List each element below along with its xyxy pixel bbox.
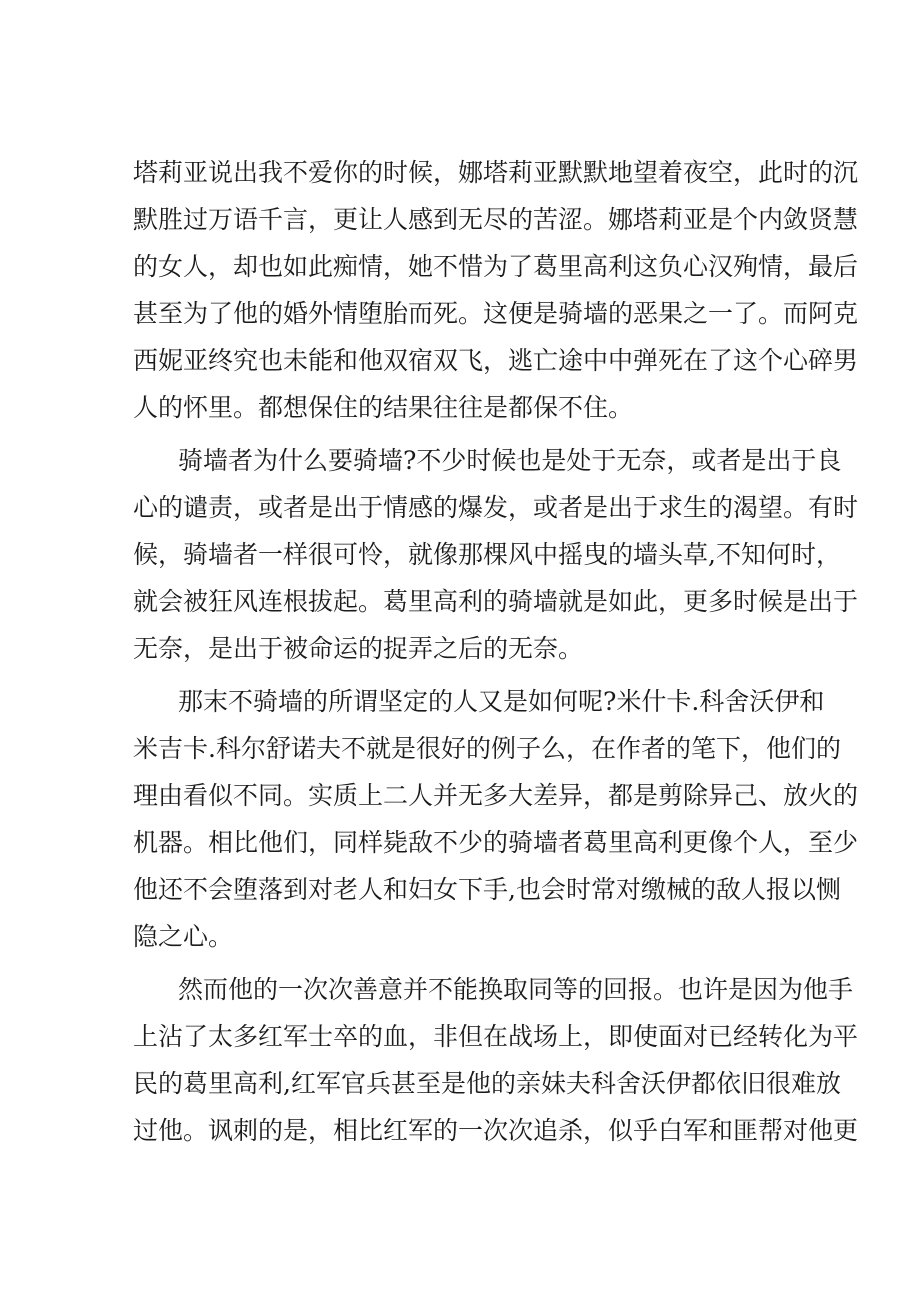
text-line — [0, 679, 920, 724]
line-text: 过他。讽刺的是，相比红军的一次次追杀，似乎白军和匪帮对他更 — [133, 1116, 859, 1145]
text-line — [0, 338, 920, 383]
text-line — [0, 244, 920, 289]
line-text: 就会被狂风连根拔起。葛里高利的骑墙就是如此，更多时候是出于 — [133, 587, 859, 616]
text-line — [0, 867, 920, 912]
line-text: 默胜过万语千言，更让人感到无尽的苦涩。娜塔莉亚是个内敛贤慧 — [133, 205, 859, 234]
text-line — [0, 1061, 920, 1106]
line-text: 他还不会堕落到对老人和妇女下手,也会时常对缴械的敌人报以恻 — [133, 875, 841, 904]
text-line — [0, 485, 920, 530]
text-line — [0, 820, 920, 865]
text-line — [0, 773, 920, 818]
line-text: 心的谴责，或者是出于情感的爆发，或者是出于求生的渴望。有时 — [133, 493, 859, 522]
line-text: 然而他的一次次善意并不能换取同等的回报。也许是因为他手 — [178, 975, 854, 1004]
line-text: 隐之心。 — [133, 922, 234, 951]
text-line — [0, 726, 920, 771]
line-text: 无奈，是出于被命运的捉弄之后的无奈。 — [133, 634, 584, 663]
text-line — [0, 197, 920, 242]
line-text: 理由看似不同。实质上二人并无多大差异，都是剪除异己、放火的 — [133, 781, 859, 810]
line-text: 上沾了太多红军士卒的血，非但在战场上，即使面对已经转化为平 — [133, 1022, 859, 1051]
line-text: 骑墙者为什么要骑墙?不少时候也是处于无奈，或者是出于良 — [178, 446, 842, 475]
line-text: 的女人，却也如此痴情，她不惜为了葛里高利这负心汉殉情，最后 — [133, 252, 859, 281]
text-line — [0, 291, 920, 336]
text-line — [0, 626, 920, 671]
text-line — [0, 1014, 920, 1059]
text-line — [0, 914, 920, 959]
text-line — [0, 150, 920, 195]
text-line — [0, 532, 920, 577]
line-text: 那末不骑墙的所谓坚定的人又是如何呢?米什卡.科舍沃伊和 — [178, 687, 825, 716]
text-line — [0, 1108, 920, 1153]
text-line — [0, 579, 920, 624]
line-text: 米吉卡.科尔舒诺夫不就是很好的例子么，在作者的笔下，他们的 — [133, 734, 841, 763]
line-text: 民的葛里高利,红军官兵甚至是他的亲妹夫科舍沃伊都依旧很难放 — [133, 1069, 841, 1098]
line-text: 人的怀里。都想保住的结果往往是都保不住。 — [133, 393, 634, 422]
line-text: 机器。相比他们，同样毙敌不少的骑墙者葛里高利更像个人，至少 — [133, 828, 859, 857]
text-line — [0, 385, 920, 430]
text-line — [0, 438, 920, 483]
line-text: 塔莉亚说出我不爱你的时候，娜塔莉亚默默地望着夜空，此时的沉 — [133, 158, 859, 187]
line-text: 甚至为了他的婚外情堕胎而死。这便是骑墙的恶果之一了。而阿克 — [133, 299, 859, 328]
line-text: 西妮亚终究也未能和他双宿双飞，逃亡途中中弹死在了这个心碎男 — [133, 346, 859, 375]
line-text: 候，骑墙者一样很可怜，就像那棵风中摇曳的墙头草,不知何时， — [133, 540, 841, 569]
text-line — [0, 967, 920, 1012]
